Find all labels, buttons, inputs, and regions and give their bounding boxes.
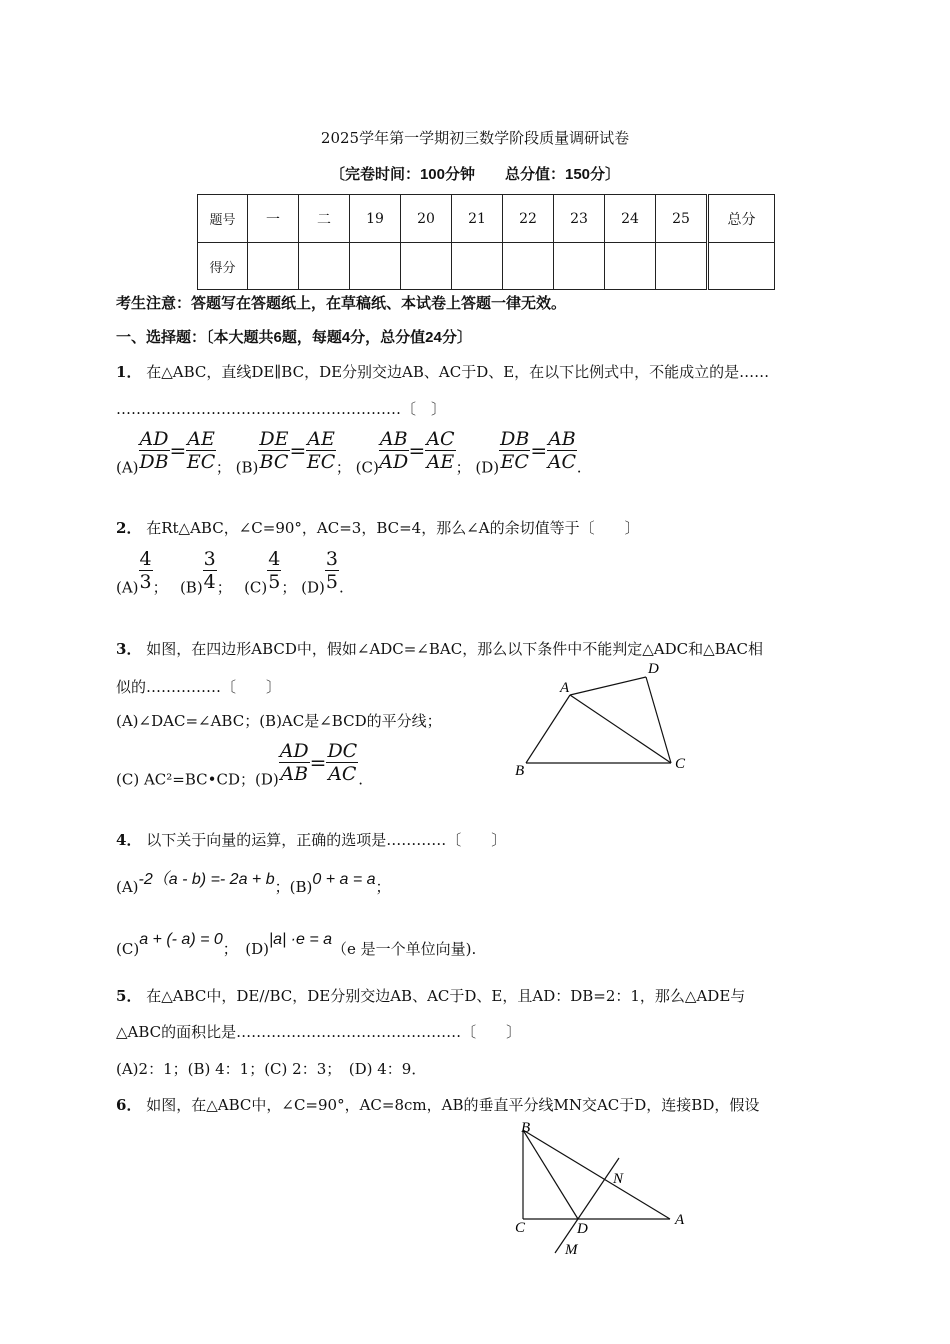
figure-label-c: C xyxy=(515,1220,526,1236)
question-1-options: (A) $\frac{AD}{DB}$ = $\frac{AE}{EC}$ ； (B) $\frac{DE}{BC}$ = $\frac{AE}{EC}$ ； (C) $\frac{AB}{AD}$ = $\frac{AC}{AE}$ ； (D) $\frac{DB}{EC}$ = $\frac{AB}{AC}$ . xyxy=(116,428,582,477)
denominator: AC xyxy=(547,451,577,473)
question-5: 5． 在△ABC中，DE//BC，DE分别交边AB、AC于D、E，且AD：DB=2：1，那么△ADE与 xyxy=(116,987,746,1005)
question-3-options-cd: (C) AC²=BC•CD；(D) $\frac{AD}{AB}$ = $\frac{DC}{AC}$ . xyxy=(116,740,363,789)
table-cell: 21 xyxy=(452,195,503,243)
question-text: 如图，在△ABC中，∠C=90°，AC=8cm，AB的垂直平分线MN交AC于D，连接BD，假设 xyxy=(146,1096,760,1114)
question-3-continued: 似的……………〔 〕 xyxy=(116,678,282,696)
question-4-options-ab: (A)-2（a - b) =- 2a + b；(B)0 + a = a； xyxy=(116,871,391,896)
numerator: 4 xyxy=(268,548,281,570)
numerator: 4 xyxy=(139,548,152,570)
score-table xyxy=(197,194,775,290)
option-label: ； (D) xyxy=(222,940,270,958)
denominator: 5 xyxy=(325,571,338,593)
question-6: 6． 如图，在△ABC中，∠C=90°，AC=8cm，AB的垂直平分线MN交AC于D，连接BD，假设 xyxy=(116,1096,760,1114)
denominator: AE xyxy=(426,451,455,473)
numerator: AB xyxy=(379,428,408,450)
table-cell: 二 xyxy=(299,195,350,243)
vector-expression: a + (- a) = 0 xyxy=(139,931,223,948)
question-2: 2． 在Rt△ABC，∠C=90°，AC=3，BC=4，那么∠A的余切值等于〔 〕 xyxy=(116,519,640,537)
numerator: AD xyxy=(139,428,169,450)
vector-expression: 0 + a = a xyxy=(312,871,376,888)
denominator: 3 xyxy=(139,571,152,593)
option-label: (C) xyxy=(244,578,268,597)
score-cell xyxy=(554,243,605,290)
option-label: (A) xyxy=(116,458,139,477)
denominator: 5 xyxy=(268,571,281,593)
table-cell: 题号 xyxy=(198,195,248,243)
score-cell xyxy=(503,243,554,290)
numerator: AE xyxy=(187,428,215,450)
score-cell xyxy=(248,243,299,290)
denominator: EC xyxy=(306,451,336,473)
score-cell xyxy=(656,243,708,290)
option-label: (C) xyxy=(355,458,379,477)
score-cell xyxy=(452,243,503,290)
figure-label-a: A xyxy=(675,1212,685,1228)
option-label: ；(B) xyxy=(274,878,313,896)
exam-title: 2025学年第一学期初三数学阶段质量调研试卷 xyxy=(320,129,630,147)
table-cell: 24 xyxy=(605,195,656,243)
option-note: （e 是一个单位向量). xyxy=(332,940,477,958)
option-text: (C) AC²=BC•CD；(D) xyxy=(116,770,279,789)
option-label: (D) xyxy=(301,578,325,597)
question-number: 6 xyxy=(116,1096,127,1114)
denominator: BC xyxy=(259,451,289,473)
question-number: 3 xyxy=(116,640,127,658)
numerator: AD xyxy=(279,740,309,762)
question-2-options: (A) $\frac{4}{3}$ ； (B) $\frac{3}{4}$ ； (C) $\frac{4}{5}$ ； (D) $\frac{3}{5}$ . xyxy=(116,548,344,597)
numerator: 3 xyxy=(325,548,338,570)
score-cell xyxy=(605,243,656,290)
figure-label-b: B xyxy=(521,1120,531,1136)
table-cell: 23 xyxy=(554,195,605,243)
denominator: DB xyxy=(139,451,169,473)
option-label: (A) xyxy=(116,878,139,896)
numerator: AB xyxy=(548,428,576,450)
numerator: AE xyxy=(307,428,335,450)
question-4-options-cd xyxy=(116,930,476,959)
numerator: DB xyxy=(500,428,530,450)
vector-expression: |a| ·e = a xyxy=(269,931,333,948)
denominator: AC xyxy=(328,763,357,785)
exam-subtitle: 〔完卷时间：100分钟 总分值：150分〕 xyxy=(329,166,621,183)
table-cell: 25 xyxy=(656,195,708,243)
triangle-figure xyxy=(505,1118,705,1263)
figure-label-b: B xyxy=(515,763,525,779)
option-label: (B) xyxy=(179,578,203,597)
option-label: (D) xyxy=(475,458,500,477)
denominator: EC xyxy=(500,451,529,473)
option-label: (B) xyxy=(235,458,259,477)
question-number: 1 xyxy=(116,363,127,381)
score-table-header-row xyxy=(198,195,775,243)
quadrilateral-figure xyxy=(505,655,705,785)
score-cell xyxy=(299,243,350,290)
denominator: AD xyxy=(379,451,409,473)
figure-label-d: D xyxy=(648,661,659,677)
question-1-continued: …………………………………………………〔 〕 xyxy=(116,400,447,418)
numerator: 3 xyxy=(203,548,216,570)
score-cell xyxy=(350,243,401,290)
denominator: 4 xyxy=(203,571,216,593)
question-5-options: (A)2：1；(B) 4：1；(C) 2：3； (D) 4：9． xyxy=(116,1060,427,1078)
table-cell: 得分 xyxy=(198,243,248,290)
question-1: 1． 在△ABC，直线DE∥BC，DE分别交边AB、AC于D、E，在以下比例式中，不能成立的是…… xyxy=(116,363,770,381)
notice: 考生注意：答题写在答题纸上，在草稿纸、本试卷上答题一律无效。 xyxy=(116,295,567,312)
table-cell: 22 xyxy=(503,195,554,243)
figure-label-a: A xyxy=(560,680,570,696)
denominator: AB xyxy=(280,763,309,785)
question-text: 如图，在四边形ABCD中，假如∠ADC=∠BAC，那么以下条件中不能判定△ADC和△BAC相 xyxy=(146,640,763,658)
figure-label-n: N xyxy=(613,1171,624,1187)
question-text: 在△ABC，直线DE∥BC，DE分别交边AB、AC于D、E，在以下比例式中，不能成立的是…… xyxy=(146,363,770,381)
table-cell: 一 xyxy=(248,195,299,243)
question-number: 2 xyxy=(116,519,127,537)
question-number: 4 xyxy=(116,831,127,849)
option-label: (A) xyxy=(116,578,139,597)
table-cell: 总分 xyxy=(708,195,775,243)
figure-label-d: D xyxy=(577,1221,588,1237)
question-text: 以下关于向量的运算，正确的选项是…………〔 〕 xyxy=(146,831,507,849)
numerator: DE xyxy=(259,428,289,450)
score-table-score-row xyxy=(198,243,775,290)
option-label: (C) xyxy=(116,940,140,958)
vector-expression: -2（a - b) =- 2a + b xyxy=(138,871,275,888)
question-text: 在Rt△ABC，∠C=90°，AC=3，BC=4，那么∠A的余切值等于〔 〕 xyxy=(146,519,640,537)
score-cell xyxy=(708,243,775,290)
figure-label-c: C xyxy=(675,756,686,772)
question-3: 3． 如图，在四边形ABCD中，假如∠ADC=∠BAC，那么以下条件中不能判定△ADC和△BAC相 xyxy=(116,640,763,658)
question-5-continued: △ABC的面积比是………………………………………〔 〕 xyxy=(116,1023,522,1041)
question-3-options-ab: (A)∠DAC=∠ABC；(B)AC是∠BCD的平分线； xyxy=(116,712,442,730)
question-number: 5 xyxy=(116,987,127,1005)
figure-label-m: M xyxy=(565,1242,578,1258)
table-cell: 19 xyxy=(350,195,401,243)
section-heading: 一、选择题：〔本大题共6题，每题4分，总分值24分〕 xyxy=(116,329,472,346)
score-cell xyxy=(401,243,452,290)
numerator: AC xyxy=(426,428,455,450)
question-text: 在△ABC中，DE//BC，DE分别交边AB、AC于D、E，且AD：DB=2：1，那么△ADE与 xyxy=(146,987,746,1005)
denominator: EC xyxy=(186,451,216,473)
question-4: 4． 以下关于向量的运算，正确的选项是…………〔 〕 xyxy=(116,831,507,849)
table-cell: 20 xyxy=(401,195,452,243)
numerator: DC xyxy=(327,740,358,762)
